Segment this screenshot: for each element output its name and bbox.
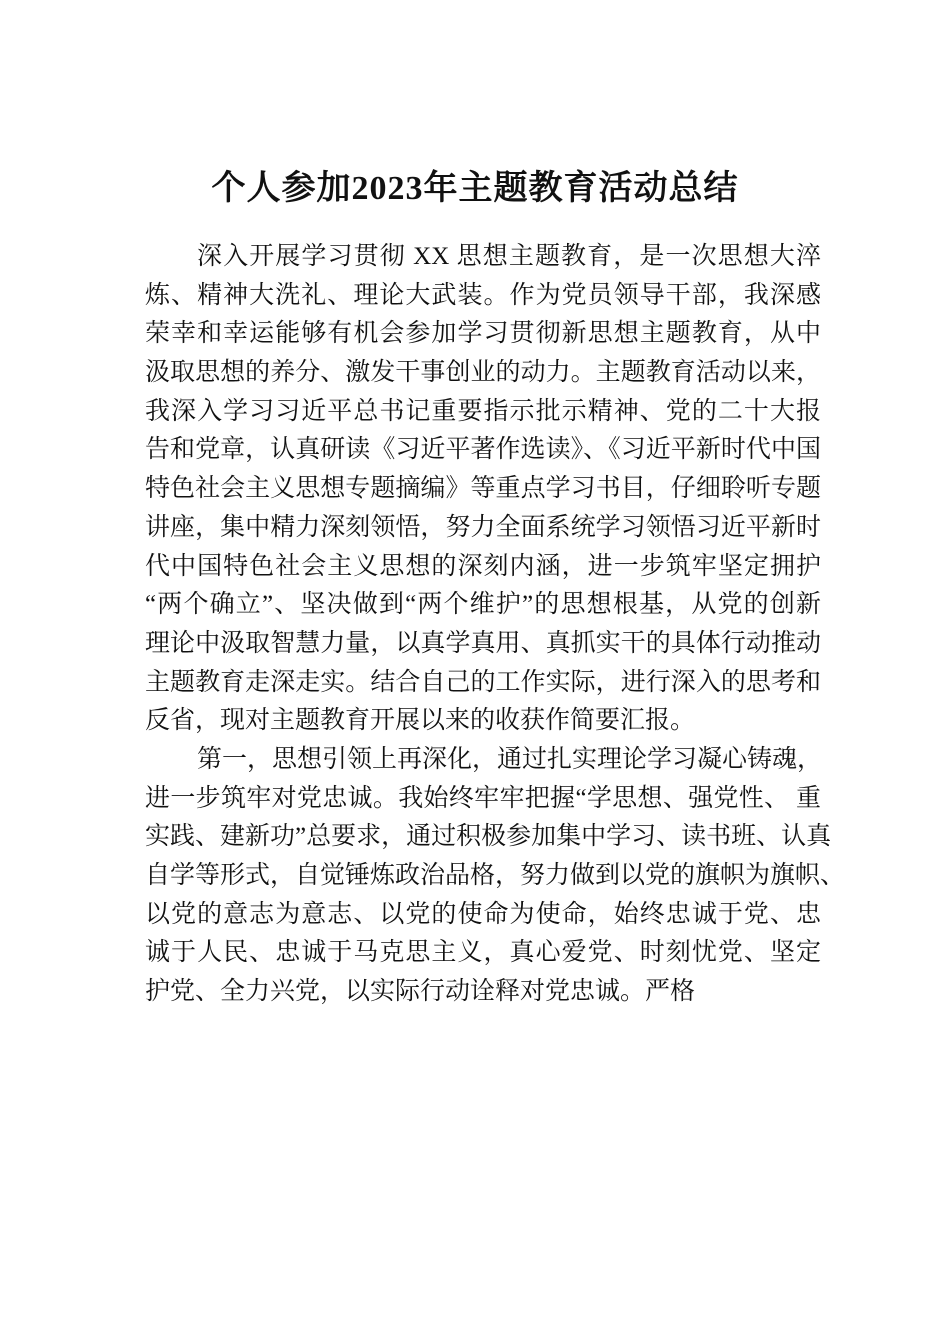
text-line: 荣幸和幸运能够有机会参加学习贯彻新思想主题教育，从中 [145, 320, 821, 348]
text-line: 我深入学习习近平总书记重要指示批示精神、党的二十大报 [145, 397, 821, 425]
text-line: 护党、全力兴党，以实际行动诠释对党忠诚。严格 [145, 978, 696, 1006]
text-line: 深入开展学习贯彻 XX 思想主题教育，是一次思想大淬 [197, 243, 821, 270]
text-line: 炼、精神大洗礼、理论大武装。作为党员领导干部，我深感 [145, 281, 821, 309]
text-line: “两个确立”、坚决做到“两个维护”的思想根基，从党的创新 [145, 591, 821, 619]
text-line: 主题教育走深走实。结合自己的工作实际，进行深入的思考和 [145, 668, 821, 696]
text-line: 以党的意志为意志、以党的使命为使命，始终忠诚于党、忠 [145, 900, 821, 928]
text-line: 汲取思想的养分、激发干事创业的动力。主题教育活动以来， [145, 359, 821, 387]
text-line: 理论中汲取智慧力量，以真学真用、真抓实干的具体行动推动 [145, 629, 821, 657]
text-line: 进一步筑牢对党忠诚。我始终牢牢把握“学思想、强党性、 重 [145, 784, 821, 812]
text-line: 反省，现对主题教育开展以来的收获作简要汇报。 [145, 707, 696, 735]
text-line: 自学等形式，自觉锤炼政治品格，努力做到以党的旗帜为旗帜、 [145, 862, 846, 889]
text-line: 实践、建新功”总要求，通过积极参加集中学习、读书班、认真 [145, 823, 832, 851]
text-line: 诚于人民、忠诚于马克思主义，真心爱党、时刻忧党、坚定 [145, 939, 821, 967]
document-body [145, 238, 846, 1012]
text-line: 讲座，集中精力深刻领悟，努力全面系统学习领悟习近平新时 [145, 513, 821, 541]
document-title: 个人参加2023年主题教育活动总结 [211, 170, 739, 207]
text-line: 代中国特色社会主义思想的深刻内涵，进一步筑牢坚定拥护 [145, 552, 821, 580]
text-line: 第一，思想引领上再深化，通过扎实理论学习凝心铸魂， [197, 745, 823, 773]
text-line: 告和党章，认真研读《习近平著作选读》、《习近平新时代中国 [145, 436, 821, 464]
text-line: 特色社会主义思想专题摘编》等重点学习书目，仔细聆听专题 [145, 475, 821, 503]
paragraph [145, 741, 846, 1012]
paragraph [145, 238, 821, 741]
